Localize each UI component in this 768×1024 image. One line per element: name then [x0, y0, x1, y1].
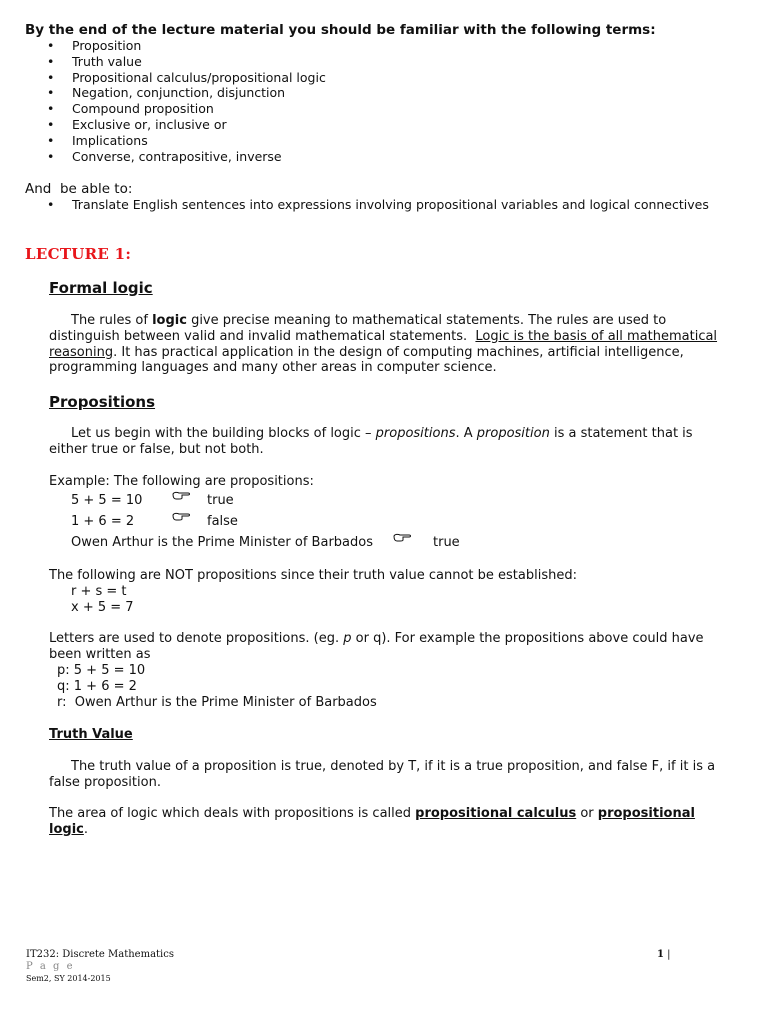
example-truth-value: false	[207, 514, 238, 529]
term-item: • Negation, conjunction, disjunction	[25, 85, 656, 101]
pointing-hand-icon	[172, 490, 192, 507]
formal-logic-paragraph	[49, 313, 719, 376]
course-name: IT232: Discrete Mathematics	[26, 949, 174, 960]
example-expression: 5 + 5 = 10	[71, 493, 143, 508]
term-item: • Truth value	[25, 54, 656, 70]
logic-term: logic	[152, 313, 187, 328]
page-word: P a g e	[26, 961, 75, 972]
lettered-proposition: p: 5 + 5 = 10	[57, 663, 146, 678]
text-run: or q). For example the propositions above could have been written as	[49, 631, 704, 662]
page-number: 1	[657, 949, 664, 960]
term-item: • Propositional calculus/propositional logic	[25, 70, 656, 86]
example-truth-value: true	[433, 535, 460, 550]
text-run: The area of logic which deals with propositions is called	[49, 806, 416, 821]
skill-item: • Translate English sentences into expressions involving propositional variables and logical connectives	[25, 197, 715, 213]
term-propositional-calculus: propositional calculus	[415, 806, 577, 821]
objectives-heading: By the end of the lecture material you should be familiar with the following terms:	[25, 22, 656, 38]
page-number-block	[657, 949, 671, 960]
truth-value-paragraph: The truth value of a proposition is true, denoted by T, if it is a true proposition, and false F, if it is a false proposition.	[49, 759, 716, 790]
non-proposition: x + 5 = 7	[71, 600, 134, 615]
text-run: give precise meaning to mathematical statements. The rules are used to distinguish between valid and invalid mathematical statements.	[49, 313, 671, 344]
text-run: Letters are used to denote propositions. (eg.	[49, 631, 344, 646]
lecture-title: LECTURE 1:	[25, 245, 132, 263]
term-item: • Converse, contrapositive, inverse	[25, 149, 656, 165]
text-run: The rules of	[71, 313, 153, 328]
formal-logic-heading: Formal logic	[49, 279, 153, 297]
skills-section	[25, 181, 715, 213]
emphasis: p	[343, 631, 352, 646]
emphasis: proposition	[476, 426, 550, 441]
non-propositions-intro: The following are NOT propositions since their truth value cannot be established:	[49, 568, 577, 583]
semester-label: Sem2, SY 2014-2015	[26, 974, 111, 983]
example-expression: Owen Arthur is the Prime Minister of Barbados	[71, 535, 373, 550]
lettered-proposition: q: 1 + 6 = 2	[57, 679, 137, 694]
page-footer	[26, 949, 174, 985]
propositional-logic-paragraph	[49, 806, 719, 838]
text-run: . A	[455, 426, 477, 441]
emphasis: propositions	[375, 426, 456, 441]
pointing-hand-icon	[172, 511, 192, 528]
terms-list	[25, 38, 656, 164]
propositions-heading: Propositions	[49, 393, 156, 411]
logic-basis-statement: Logic is the basis of all mathematical reasoning	[49, 328, 718, 360]
term-propositional-logic: propositional logic	[49, 806, 695, 837]
text-run: .	[83, 821, 88, 837]
text-run: . It has practical application in the design of computing machines, artificial intelligence, programming languages and many other areas in computer science.	[49, 344, 684, 376]
letters-paragraph	[49, 631, 719, 663]
term-item: • Implications	[25, 133, 656, 149]
page-separator: |	[667, 949, 671, 960]
lettered-proposition: r: Owen Arthur is the Prime Minister of Barbados	[57, 695, 377, 710]
text-run: or	[576, 806, 598, 821]
text-run: Let us begin with the building blocks of logic –	[71, 426, 376, 441]
example-intro: Example: The following are propositions:	[49, 474, 314, 489]
learning-objectives	[25, 22, 656, 164]
skills-heading: And be able to:	[25, 181, 133, 197]
skills-list	[25, 197, 715, 213]
truth-value-heading: Truth Value	[49, 727, 133, 742]
non-proposition: r + s = t	[71, 584, 127, 599]
text-run: is a statement that is either true or false, but not both.	[49, 426, 693, 457]
example-truth-value: true	[207, 493, 234, 508]
propositions-paragraph	[49, 426, 719, 458]
term-item: • Compound proposition	[25, 101, 656, 117]
pointing-hand-icon	[393, 532, 413, 549]
example-expression: 1 + 6 = 2	[71, 514, 135, 529]
term-item: • Exclusive or, inclusive or	[25, 117, 656, 133]
term-item: • Proposition	[25, 38, 656, 54]
